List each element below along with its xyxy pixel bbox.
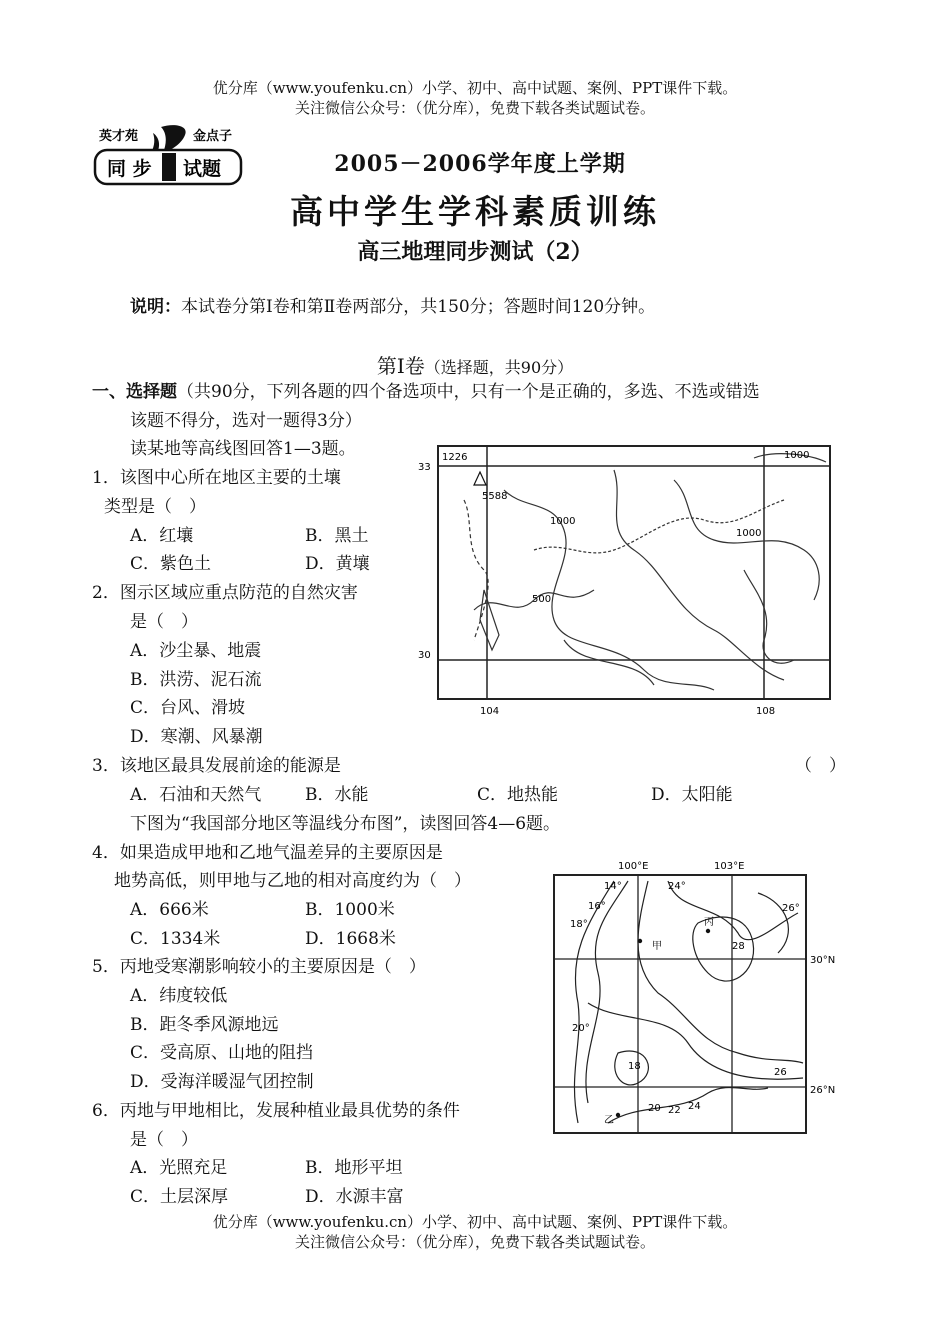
q2-option-c[interactable]: C．台风、滑坡: [130, 698, 246, 718]
logo-text-top-left: 英才苑: [99, 129, 139, 144]
header-line-1: 优分库（www.youfenku.cn）小学、初中、高中试题、案例、PPT课件下载。: [212, 79, 738, 97]
logo-text-top-right: 金点子: [193, 129, 233, 144]
map1-contour-1000-b: 1000: [550, 516, 576, 527]
header-line-2: 关注微信公众号：（优分库），免费下载各类试题试卷。: [294, 99, 655, 117]
q6-option-a[interactable]: A．光照充足: [130, 1158, 228, 1178]
map2-label-jia: 甲: [652, 941, 662, 952]
title-sub: 高三地理同步测试（2）: [357, 239, 593, 265]
q5-option-c[interactable]: C．受高原、山地的阻挡: [130, 1043, 314, 1063]
q4-stem-1: 4．如果造成甲地和乙地气温差异的主要原因是: [92, 843, 443, 863]
logo-graphic: [93, 123, 245, 187]
map2-lon-103: 103°E: [714, 861, 745, 872]
q3-answer-blank: （ ）: [795, 756, 846, 776]
part-label: 一、选择题: [92, 382, 177, 402]
map2-iso-20: 20°: [572, 1023, 590, 1034]
part-description: [92, 381, 760, 403]
section-heading: [0, 350, 950, 379]
q5-option-b[interactable]: B．距冬季风源地远: [130, 1015, 279, 1035]
intro-contour: 读某地等高线图回答1—3题。: [130, 439, 356, 459]
isotherm-map-figure: [548, 853, 858, 1143]
title-year: 2005－2006学年度上学期: [334, 151, 626, 177]
isotherm-map: [548, 853, 858, 1143]
map2-lon-100: 100°E: [618, 861, 649, 872]
q6-option-d[interactable]: D．水源丰富: [305, 1187, 404, 1207]
map2-label-bing: 丙: [704, 917, 714, 928]
q1-option-b[interactable]: B．黑土: [305, 526, 369, 546]
q1-option-c[interactable]: C．紫色土: [130, 554, 212, 574]
intro-isotherm: 下图为“我国部分地区等温线分布图”，读图回答4—6题。: [130, 814, 561, 834]
map1-lon-right: 108: [756, 706, 776, 717]
q4-option-b[interactable]: B．1000米: [305, 900, 395, 920]
footer-line-2: 关注微信公众号：（优分库），免费下载各类试题试卷。: [294, 1233, 655, 1251]
map2-point-bing: [706, 929, 710, 933]
q6-stem-1: 6．丙地与甲地相比，发展种植业最具优势的条件: [92, 1101, 460, 1121]
q4-option-d[interactable]: D．1668米: [305, 929, 396, 949]
q1-option-a[interactable]: A．红壤: [130, 526, 194, 546]
map1-contour-1000-a: 1000: [784, 450, 810, 461]
q5-stem: 5．丙地受寒潮影响较小的主要原因是（ ）: [92, 957, 426, 977]
map2-lat-26: 26°N: [810, 1085, 836, 1096]
q6-stem-2: 是（ ）: [130, 1130, 198, 1150]
q2-option-d[interactable]: D．寒潮、风暴潮: [130, 727, 263, 747]
logo-text-bottom-left: 同 步: [107, 158, 152, 180]
map1-lon-left: 104: [480, 706, 500, 717]
contour-map: [414, 440, 834, 720]
q5-option-a[interactable]: A．纬度较低: [130, 986, 228, 1006]
instructions-text: 本试卷分第Ⅰ卷和第Ⅱ卷两部分，共150分；答题时间120分钟。: [181, 297, 656, 317]
part-desc-1: （共90分，下列各题的四个备选项中，只有一个是正确的，多选、不选或错选: [177, 382, 760, 402]
q3-option-d[interactable]: D．太阳能: [651, 785, 733, 805]
map1-lat-bottom: 30: [418, 650, 431, 661]
q1-option-d[interactable]: D．黄壤: [305, 554, 370, 574]
q4-stem-2: 地势高低，则甲地与乙地的相对高度约为（ ）: [114, 871, 471, 891]
map2-lat-30: 30°N: [810, 955, 836, 966]
logo-text-bottom-right: 试题: [183, 158, 222, 180]
map2-iso-26: 26°: [782, 903, 800, 914]
q3-option-c[interactable]: C．地热能: [477, 785, 559, 805]
q3-stem: 3．该地区最具发展前途的能源是: [92, 756, 341, 776]
map2-iso-24: 24°: [668, 881, 686, 892]
instructions-label: 说明：: [130, 297, 181, 317]
map1-peak-5588: 5588: [482, 491, 508, 502]
map2-iso-28: 28: [732, 941, 745, 952]
map1-lat-top: 33: [418, 462, 431, 473]
contour-map-figure: [414, 440, 834, 720]
map2-point-yi: [616, 1113, 620, 1117]
instructions: [130, 296, 655, 318]
map2-iso-24b: 24: [688, 1101, 701, 1112]
q2-stem-1: 2．图示区域应重点防范的自然灾害: [92, 583, 358, 603]
section-heading-title: 第Ⅰ卷: [376, 354, 425, 378]
q4-option-a[interactable]: A．666米: [130, 900, 209, 920]
q1-stem-2: 类型是（ ）: [104, 497, 206, 517]
publisher-logo: [93, 123, 245, 187]
map1-contour-1000-c: 1000: [736, 528, 762, 539]
map2-iso-18b: 18: [628, 1061, 641, 1072]
section-heading-note: （选择题，共90分）: [424, 358, 574, 377]
q4-option-c[interactable]: C．1334米: [130, 929, 221, 949]
map2-iso-18: 18°: [570, 919, 588, 930]
map2-iso-20b: 20: [648, 1103, 661, 1114]
q2-stem-2: 是（ ）: [130, 612, 198, 632]
map2-point-jia: [638, 939, 642, 943]
q1-stem-1: 1．该图中心所在地区主要的土壤: [92, 468, 341, 488]
map1-contour-1226: 1226: [442, 452, 468, 463]
q2-option-b[interactable]: B．洪涝、泥石流: [130, 670, 262, 690]
q3-option-a[interactable]: A．石油和天然气: [130, 785, 262, 805]
title-main: 高中学生学科素质训练: [290, 192, 660, 231]
footer-line-1: 优分库（www.youfenku.cn）小学、初中、高中试题、案例、PPT课件下载。: [212, 1213, 738, 1231]
q6-option-c[interactable]: C．土层深厚: [130, 1187, 229, 1207]
q5-option-d[interactable]: D．受海洋暖湿气团控制: [130, 1072, 314, 1092]
map1-contour-500: 500: [532, 594, 552, 605]
map2-iso-22: 22: [668, 1105, 681, 1116]
map2-iso-26b: 26: [774, 1067, 787, 1078]
part-desc-2: 该题不得分，选对一题得3分）: [130, 411, 362, 431]
q6-option-b[interactable]: B．地形平坦: [305, 1158, 403, 1178]
map2-label-yi: 乙: [604, 1115, 614, 1126]
q3-option-b[interactable]: B．水能: [305, 785, 369, 805]
map2-iso-16: 16°: [588, 901, 606, 912]
q2-option-a[interactable]: A．沙尘暴、地震: [130, 641, 262, 661]
map2-iso-14: 14°: [604, 881, 622, 892]
